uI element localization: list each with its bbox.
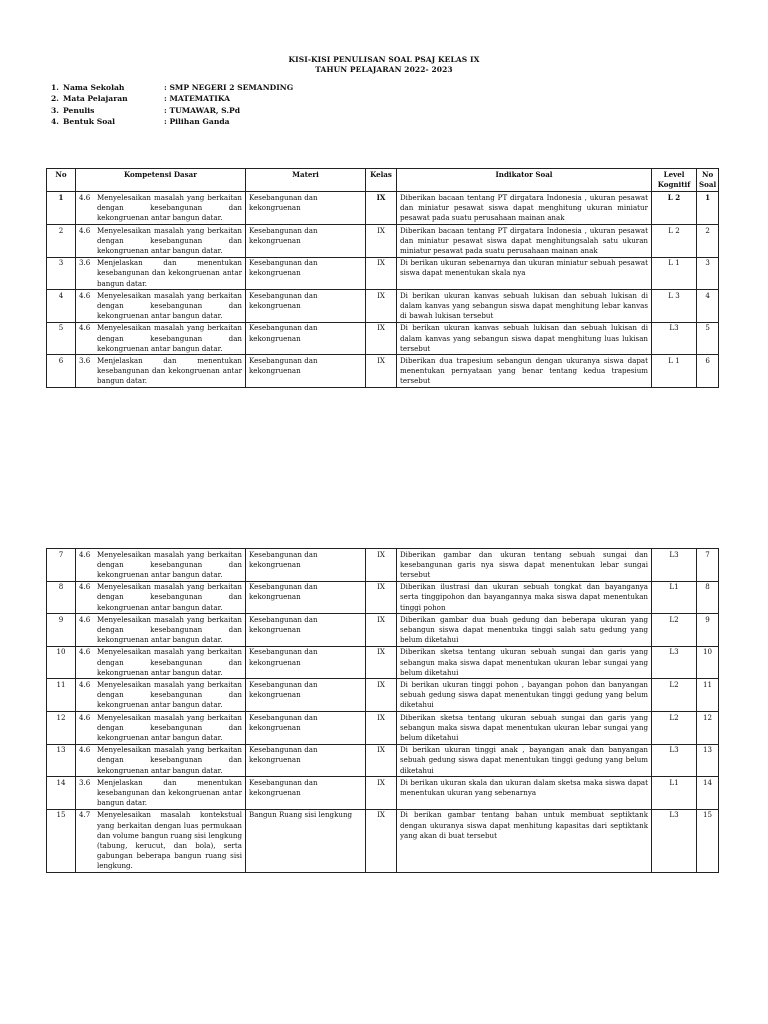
kd-text: Menyelesaikan masalah yang berkaitan dengan kesebangunan dan kekongruenan antar bangun datar. [97,549,242,579]
cell-nosoal: 13 [697,744,719,777]
cell-no: 13 [47,744,76,777]
cell-kelas: IX [366,225,397,258]
kd-code: 3.6 [79,777,91,787]
meta-row-format [51,116,293,127]
cell-nosoal: 9 [697,614,719,647]
cell-level: L1 [652,581,697,614]
table-row [47,355,719,388]
kd-code: 4.6 [79,582,91,592]
kd-text: Menyelesaikan masalah yang berkaitan dengan kesebangunan dan kekongruenan antar bangun datar. [97,679,242,710]
cell-no: 15 [47,809,76,872]
meta-value: : TUMAWAR, S.Pd [164,105,241,115]
meta-number: 4. [51,116,59,126]
cell-indikator: Di berikan ukuran sebenarnya dan ukuran miniatur sebuah pesawat siswa dapat menentukan skala nya [397,257,652,290]
header-kompetensi: Kompetensi Dasar [76,169,246,192]
cell-nosoal: 1 [697,192,719,225]
cell-kelas: IX [366,322,397,355]
table-row [47,257,719,290]
kd-text: Menyelesaikan masalah yang berkaitan dengan kesebangunan dan kekongruenan antar bangun datar. [97,192,242,223]
meta-value: : SMP NEGERI 2 SEMANDING [164,83,294,92]
kd-code: 4.6 [79,679,91,689]
cell-materi: Kesebangunan dan kekongruenan [246,646,366,679]
kd-text: Menjelaskan dan menentukan kesebangunan dan kekongruenan antar bangun datar. [97,355,242,386]
cell-nosoal: 4 [697,290,719,323]
cell-kompetensi [76,290,246,323]
table-row [47,614,719,647]
kd-text: Menyelesaikan masalah yang berkaitan dengan kesebangunan dan kekongruenan antar bangun datar. [97,290,242,321]
table-row [47,322,719,355]
kd-code: 4.7 [79,810,91,820]
cell-indikator: Di berikan ukuran tinggi anak , bayangan anak dan banyangan sebuah gedung siswa dapat menentukan tinggi gedung yang belum diketahui [397,744,652,777]
kd-text: Menyelesaikan masalah yang berkaitan dengan kesebangunan dan kekongruenan antar bangun datar. [97,614,242,645]
table-row [47,777,719,810]
kd-text: Menyelesaikan masalah yang berkaitan dengan kesebangunan dan kekongruenan antar bangun datar. [97,712,242,742]
document-title: KISI-KISI PENULISAN SOAL PSAJ KELAS IX [288,55,480,64]
kd-code: 3.6 [79,355,91,365]
cell-no: 11 [47,679,76,712]
cell-level: L3 [652,809,697,872]
cell-nosoal: 6 [697,355,719,388]
kd-text: Menyelesaikan masalah yang berkaitan dengan kesebangunan dan kekongruenan antar bangun datar. [97,323,242,353]
kd-text: Menyelesaikan masalah kontekstual yang berkaitan dengan luas permukaan dan volume bangun ruang sisi lengkung (tabung, kerucut, dan bola), serta gabungan beberapa bangun ruang sisi lengkung. [97,810,242,871]
cell-kompetensi [76,809,246,872]
table-row [47,225,719,258]
cell-indikator: Diberikan gambar dua buah gedung dan beberapa ukuran yang sebangun siswa dapat menentuka tinggi salah satu gedung yang belum diketahui [397,614,652,647]
header-nosoal: No Soal [697,169,719,192]
cell-no: 10 [47,646,76,679]
cell-materi: Kesebangunan dan kekongruenan [246,712,366,745]
cell-kompetensi [76,549,246,582]
meta-row-school [51,82,293,93]
cell-materi: Kesebangunan dan kekongruenan [246,257,366,290]
cell-materi: Kesebangunan dan kekongruenan [246,581,366,614]
cell-materi: Bangun Ruang sisi lengkung [246,809,366,872]
table-row [47,290,719,323]
kd-text: Menyelesaikan masalah yang berkaitan dengan kesebangunan dan kekongruenan antar bangun datar. [97,647,242,677]
cell-indikator: Di berikan ukuran tinggi pohon , bayangan pohon dan banyangan sebuah gedung siswa dapat menentukan tinggi gedung yang belum diketahui [397,679,652,712]
cell-indikator: Diberikan gambar dan ukuran tentang sebuah sungai dan kesebangunan garis nya siswa dapat menentukan lebar sungai tersebut [397,549,652,582]
cell-no: 6 [47,355,76,388]
meta-row-author [51,105,293,116]
header-materi: Materi [246,169,366,192]
kd-code: 4.6 [79,712,91,722]
cell-no: 1 [47,192,76,225]
cell-kompetensi [76,646,246,679]
cell-no: 12 [47,712,76,745]
cell-nosoal: 5 [697,322,719,355]
cell-kompetensi [76,712,246,745]
table-header-row [47,169,719,192]
table-row [47,549,719,582]
cell-level: L 1 [652,257,697,290]
cell-kelas: IX [366,679,397,712]
cell-no: 9 [47,614,76,647]
kd-code: 4.6 [79,647,91,657]
cell-indikator: Di berikan ukuran skala dan ukuran dalam sketsa maka siswa dapat menentukan ukuran yang sebenarnya [397,777,652,810]
cell-materi: Kesebangunan dan kekongruenan [246,290,366,323]
cell-materi: Kesebangunan dan kekongruenan [246,744,366,777]
cell-no: 7 [47,549,76,582]
cell-kelas: IX [366,257,397,290]
cell-nosoal: 11 [697,679,719,712]
meta-info [51,82,293,127]
cell-materi: Kesebangunan dan kekongruenan [246,322,366,355]
cell-materi: Kesebangunan dan kekongruenan [246,777,366,810]
cell-no: 3 [47,257,76,290]
kd-text: Menjelaskan dan menentukan kesebangunan dan kekongruenan antar bangun datar. [97,258,242,288]
cell-kelas: IX [366,744,397,777]
cell-kompetensi [76,322,246,355]
cell-materi: Kesebangunan dan kekongruenan [246,679,366,712]
cell-indikator: Diberikan bacaan tentang PT dirgatara Indonesia , ukuran pesawat dan miniatur pesawat siswa dapat menghitungsalah satu ukuran miniatur pesawat pada suatu perusahaan mainan anak [397,225,652,258]
cell-indikator: Di berikan ukuran kanvas sebuah lukisan dan sebuah lukisan di dalam kanvas yang sebangun siswa dapat menghitung lebar kanvas di bawah lukisan tersebut [397,290,652,323]
header-no: No [47,169,76,192]
cell-level: L1 [652,777,697,810]
cell-nosoal: 12 [697,712,719,745]
meta-value: : MATEMATIKA [164,94,231,104]
cell-indikator: Diberikan sketsa tentang ukuran sebuah sungai dan garis yang sebangun maka siswa dapat menentukan ukuran lebar sungai yang belum diketahui [397,646,652,679]
cell-indikator: Diberikan ilustrasi dan ukuran sebuah tongkat dan bayanganya serta tinggipohon dan bayangannya maka siswa dapat menentukan tinggi pohon [397,581,652,614]
cell-kompetensi [76,225,246,258]
cell-kelas: IX [366,712,397,745]
header-level: Level Kognitif [652,169,697,192]
cell-kompetensi [76,679,246,712]
meta-number: 2. [51,94,59,104]
cell-nosoal: 8 [697,581,719,614]
cell-no: 14 [47,777,76,810]
meta-label: Nama Sekolah [63,83,125,92]
cell-nosoal: 15 [697,809,719,872]
cell-kelas: IX [366,355,397,388]
kd-text: Menyelesaikan masalah yang berkaitan dengan kesebangunan dan kekongruenan antar bangun datar. [97,225,242,255]
meta-label: Bentuk Soal [63,116,116,126]
cell-kelas: IX [366,809,397,872]
cell-materi: Kesebangunan dan kekongruenan [246,192,366,225]
cell-no: 2 [47,225,76,258]
table-row [47,581,719,614]
cell-indikator: Di berikan ukuran kanvas sebuah lukisan dan sebuah lukisan di dalam kanvas yang sebangun siswa dapat menghitung luas lukisan tersebut [397,322,652,355]
cell-level: L3 [652,549,697,582]
cell-kelas: IX [366,646,397,679]
cell-kompetensi [76,257,246,290]
cell-level: L2 [652,614,697,647]
kd-code: 4.6 [79,745,91,755]
table-row [47,809,719,872]
cell-nosoal: 3 [697,257,719,290]
cell-kompetensi [76,744,246,777]
header-kelas: Kelas [366,169,397,192]
kd-text: Menjelaskan dan menentukan kesebangunan dan kekongruenan antar bangun datar. [97,777,242,808]
table-row [47,712,719,745]
cell-no: 4 [47,290,76,323]
meta-label: Penulis [63,105,95,115]
kd-code: 4.6 [79,290,91,300]
cell-kompetensi [76,777,246,810]
cell-level: L3 [652,646,697,679]
cell-level: L 2 [652,225,697,258]
cell-kelas: IX [366,192,397,225]
cell-no: 5 [47,322,76,355]
kd-code: 4.6 [79,549,91,559]
table-row [47,679,719,712]
cell-kelas: IX [366,581,397,614]
kd-code: 4.6 [79,614,91,624]
cell-indikator: Diberikan sketsa tentang ukuran sebuah sungai dan garis yang sebangun maka siswa dapat menentukan ukuran lebar sungai yang belum diketahui [397,712,652,745]
cell-nosoal: 10 [697,646,719,679]
meta-value: : Pilihan Ganda [164,116,230,126]
question-grid-table-2 [46,548,719,873]
kd-code: 4.6 [79,225,91,235]
cell-kelas: IX [366,614,397,647]
cell-kompetensi [76,192,246,225]
meta-label: Mata Pelajaran [63,94,128,104]
table-row [47,744,719,777]
cell-level: L2 [652,712,697,745]
cell-nosoal: 7 [697,549,719,582]
table-row [47,646,719,679]
meta-number: 1. [51,83,59,92]
cell-level: L2 [652,679,697,712]
cell-kompetensi [76,581,246,614]
cell-indikator: Diberikan dua trapesium sebangun dengan ukuranya siswa dapat menentukan pernyataan yang benar tentang kedua trapesium tersebut [397,355,652,388]
cell-level: L 3 [652,290,697,323]
kd-code: 3.6 [79,258,91,268]
document-subtitle: TAHUN PELAJARAN 2022- 2023 [315,65,453,74]
cell-kompetensi [76,355,246,388]
cell-nosoal: 14 [697,777,719,810]
kd-code: 4.6 [79,192,91,202]
table-row [47,192,719,225]
meta-row-subject [51,93,293,104]
cell-kelas: IX [366,777,397,810]
cell-kompetensi [76,614,246,647]
meta-number: 3. [51,105,59,115]
header-indikator: Indikator Soal [397,169,652,192]
cell-nosoal: 2 [697,225,719,258]
cell-indikator: Di berikan gambar tentang bahan untuk membuat septiktank dengan ukuranya siswa dapat menhitung kapasitas dari septiktank yang akan di buat tersebut [397,809,652,872]
cell-materi: Kesebangunan dan kekongruenan [246,355,366,388]
question-grid-table-1 [46,168,719,388]
cell-kelas: IX [366,549,397,582]
cell-materi: Kesebangunan dan kekongruenan [246,225,366,258]
kd-text: Menyelesaikan masalah yang berkaitan dengan kesebangunan dan kekongruenan antar bangun datar. [97,745,242,775]
cell-indikator: Diberikan bacaan tentang PT dirgatara Indonesia , ukuran pesawat dan miniatur pesawat siswa dapat menghitung ukuran miniatur pesawat pada suatu perusahaan mainan anak [397,192,652,225]
cell-no: 8 [47,581,76,614]
cell-level: L 2 [652,192,697,225]
cell-kelas: IX [366,290,397,323]
cell-level: L3 [652,322,697,355]
kd-code: 4.6 [79,323,91,333]
cell-materi: Kesebangunan dan kekongruenan [246,614,366,647]
cell-level: L 1 [652,355,697,388]
cell-level: L3 [652,744,697,777]
kd-text: Menyelesaikan masalah yang berkaitan dengan kesebangunan dan kekongruenan antar bangun datar. [97,582,242,612]
cell-materi: Kesebangunan dan kekongruenan [246,549,366,582]
